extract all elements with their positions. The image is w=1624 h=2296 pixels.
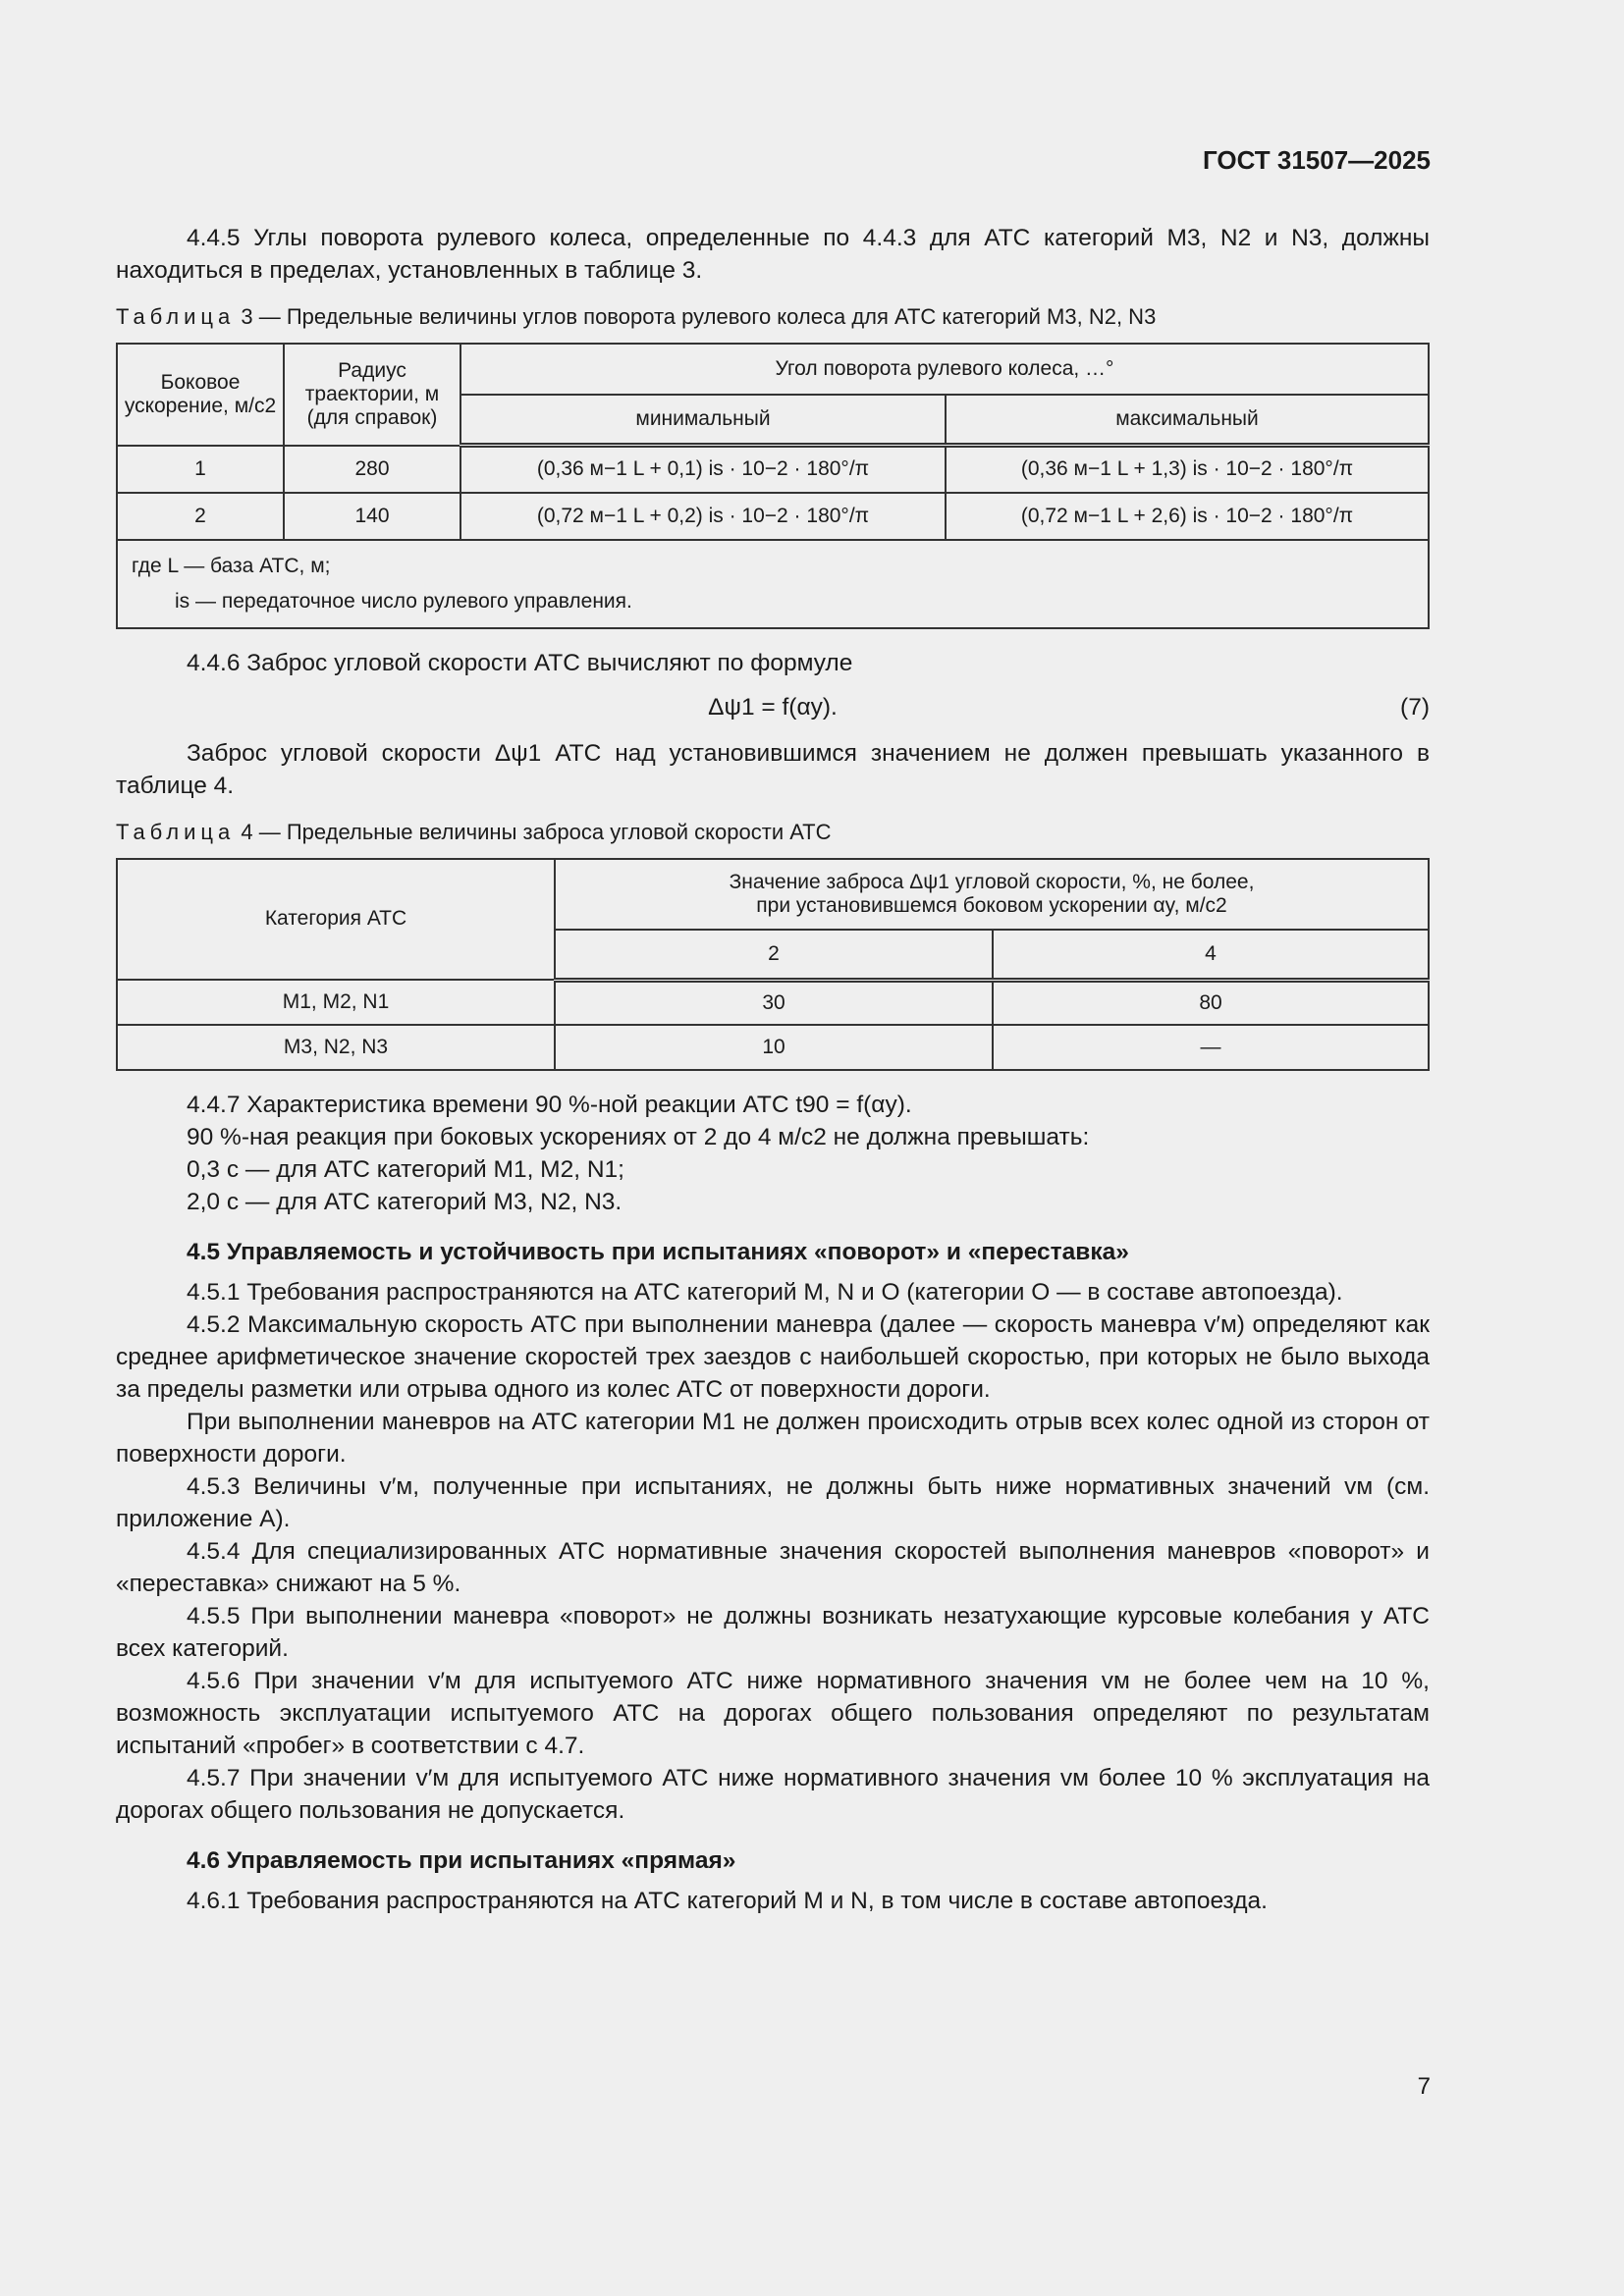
table-row: [117, 446, 1429, 493]
table-4-cell-category: M3, N2, N3: [117, 1025, 555, 1070]
table-row: [117, 980, 1429, 1025]
table-3-cell-min: (0,36 м−1 L + 0,1) is · 10−2 · 180°/π: [460, 446, 946, 493]
table-4-cell-a: 30: [555, 980, 993, 1025]
table-3-header-min: минимальный: [460, 395, 946, 446]
paragraph-4-5-6: 4.5.6 При значении v′м для испытуемого АТС ниже нормативного значения vм не более чем на 10 %, возможность эксплуатации испытуемого АТС на дорогах общего пользования определяют по результатам испытаний «пробег» в соответствии с 4.7.: [116, 1668, 1430, 1759]
table-4-header-category: Категория АТС: [117, 859, 555, 981]
paragraph-4-5-5: 4.5.5 При выполнении маневра «поворот» не должны возникать незатухающие курсовые колебания у АТС всех категорий.: [116, 1603, 1430, 1662]
formula-7-text: Δψ1 = f(αy).: [708, 693, 838, 721]
section-heading-4-5: 4.5 Управляемость и устойчивость при испытаниях «поворот» и «переставка»: [187, 1239, 1129, 1265]
paragraph-4-5-3: 4.5.3 Величины v′м, полученные при испытаниях, не должны быть ниже нормативных значений vм (см. приложение А).: [116, 1473, 1430, 1532]
page-content: [116, 222, 1430, 1917]
table-3-cell-radius: 280: [284, 446, 460, 493]
table-4-caption-text: 4 — Предельные величины заброса угловой скорости АТС: [241, 819, 832, 844]
paragraph-4-4-6b: Заброс угловой скорости Δψ1 АТС над установившимся значением не должен превышать указанного в таблице 4.: [116, 739, 1430, 799]
paragraph-4-5-7: 4.5.7 При значении v′м для испытуемого АТС ниже нормативного значения vм более 10 % эксплуатация на дорогах общего пользования не допускается.: [116, 1765, 1430, 1824]
table-3-caption-prefix: Таблица: [116, 304, 236, 329]
table-3-cell-accel: 1: [117, 446, 284, 493]
table-4-header-value-line1: Значение заброса Δψ1 угловой скорости, %, не более,: [729, 870, 1255, 893]
table-4-header-b: 4: [993, 930, 1429, 981]
document-header: ГОСТ 31507—2025: [1203, 145, 1431, 175]
table-3-header-radius: Радиус траектории, м (для справок): [284, 344, 460, 446]
table-row: [117, 1025, 1429, 1070]
table-3-cell-max: (0,36 м−1 L + 1,3) is · 10−2 · 180°/π: [946, 446, 1429, 493]
table-3-note: [117, 540, 1429, 628]
section-heading-4-6: 4.6 Управляемость при испытаниях «прямая»: [187, 1847, 736, 1874]
table-4-caption-prefix: Таблица: [116, 819, 236, 844]
formula-7: [116, 691, 1430, 723]
table-3-cell-radius: 140: [284, 493, 460, 540]
table-row: [117, 493, 1429, 540]
table-4-header-a: 2: [555, 930, 993, 981]
table-3-note-1: где L — база АТС, м;: [132, 554, 331, 577]
table-3-cell-accel: 2: [117, 493, 284, 540]
paragraph-4-4-7d: 2,0 с — для АТС категорий M3, N2, N3.: [187, 1189, 623, 1215]
table-3-header-accel: Боковое ускорение, м/с2: [117, 344, 284, 446]
paragraph-4-4-7c: 0,3 с — для АТС категорий M1, M2, N1;: [187, 1156, 624, 1183]
paragraph-4-5-2b: При выполнении маневров на АТС категории M1 не должен происходить отрыв всех колес одной из сторон от поверхности дороги.: [116, 1409, 1430, 1468]
table-4: [116, 858, 1430, 1072]
table-3-caption-text: 3 — Предельные величины углов поворота рулевого колеса для АТС категорий M3, N2, N3: [241, 304, 1157, 329]
paragraph-4-5-1: 4.5.1 Требования распространяются на АТС категорий M, N и O (категории O — в составе автопоезда).: [187, 1279, 1343, 1306]
paragraph-4-4-7b: 90 %-ная реакция при боковых ускорениях от 2 до 4 м/с2 не должна превышать:: [187, 1124, 1090, 1150]
table-4-caption: [116, 816, 1430, 848]
table-4-cell-b: —: [993, 1025, 1429, 1070]
paragraph-4-4-6: 4.4.6 Заброс угловой скорости АТС вычисляют по формуле: [187, 649, 853, 676]
table-3-note-2: is — передаточное число рулевого управления.: [175, 589, 632, 613]
paragraph-4-4-7: 4.4.7 Характеристика времени 90 %-ной реакции АТС t90 = f(αy).: [187, 1092, 912, 1118]
table-3: [116, 343, 1430, 629]
table-4-header-value: [555, 859, 1429, 930]
paragraph-4-6-1: 4.6.1 Требования распространяются на АТС категорий M и N, в том числе в составе автопоезда.: [187, 1888, 1268, 1914]
table-4-header-value-line2: при установившемся боковом ускорении αy, м/с2: [756, 893, 1227, 917]
table-3-header-max: максимальный: [946, 395, 1429, 446]
paragraph-4-4-5: 4.4.5 Углы поворота рулевого колеса, определенные по 4.4.3 для АТС категорий M3, N2 и N3, должны находиться в пределах, установленных в таблице 3.: [116, 225, 1430, 284]
paragraph-4-5-4: 4.5.4 Для специализированных АТС нормативные значения скоростей выполнения маневров «поворот» и «переставка» снижают на 5 %.: [116, 1538, 1430, 1597]
table-4-cell-a: 10: [555, 1025, 993, 1070]
table-3-note-row: [117, 540, 1429, 628]
table-3-caption: [116, 300, 1430, 333]
table-4-cell-b: 80: [993, 980, 1429, 1025]
formula-7-number: (7): [1400, 693, 1430, 721]
table-3-cell-max: (0,72 м−1 L + 2,6) is · 10−2 · 180°/π: [946, 493, 1429, 540]
paragraph-4-5-2: 4.5.2 Максимальную скорость АТС при выполнении маневра (далее — скорость маневра v′м) определяют как среднее арифметическое значение скоростей трех заездов с наибольшей скоростью, при которых не было выхода за пределы разметки или отрыва одного из колес АТС от поверхности дороги.: [116, 1311, 1430, 1403]
table-4-cell-category: M1, M2, N1: [117, 980, 555, 1025]
table-3-header-angle: Угол поворота рулевого колеса, …°: [460, 344, 1429, 395]
table-3-cell-min: (0,72 м−1 L + 0,2) is · 10−2 · 180°/π: [460, 493, 946, 540]
page-number: 7: [1417, 2073, 1431, 2100]
